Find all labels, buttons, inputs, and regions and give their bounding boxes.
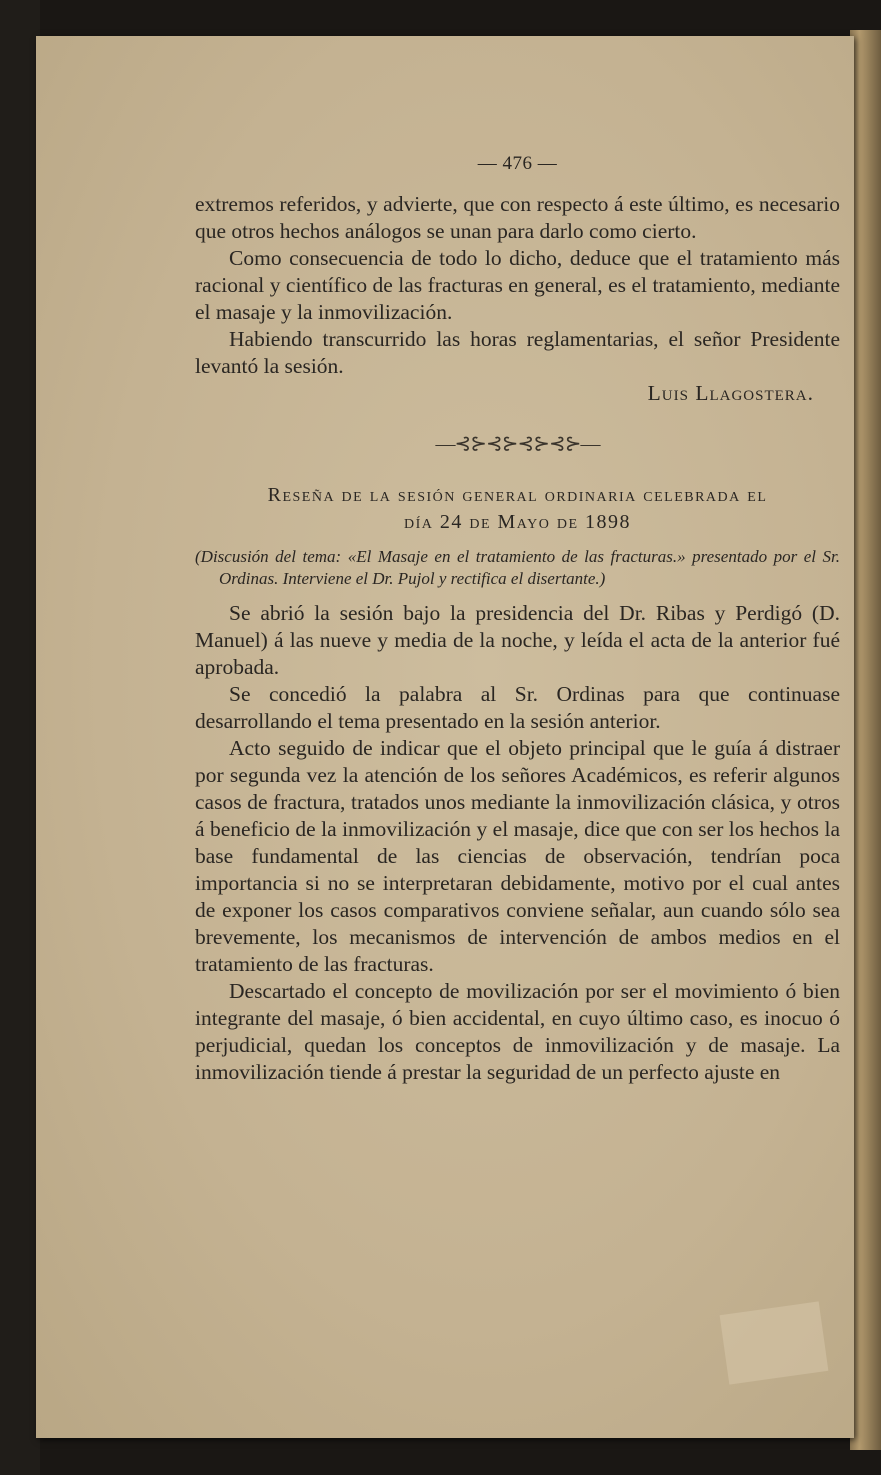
discussion-note: (Discusión del tema: «El Masaje en el tratamiento de las fracturas.» presentado por el Sr. Ordinas. Interviene el Dr. Pujol y rectifica el disertante.) xyxy=(195,547,840,588)
session-body xyxy=(195,600,840,1086)
paragraph-argument: Acto seguido de indicar que el objeto principal que le guía á distraer por segunda vez la atención de los señores Académicos, es referir algunos casos de fractura, tratados unos mediante la inmovilización clásica, y otros á beneficio de la inmovilización y el masaje, dice que con ser los hechos la base fundamental de las ciencias de observación, tendrían poca importancia si no se interpretaran debidamente, motivo por el cual antes de exponer los casos comparativos conviene señalar, aun cuando sólo sea brevemente, los mecanismos de intervención de ambos medios en el tratamiento de las fracturas. xyxy=(195,736,840,976)
page-text xyxy=(195,150,840,1086)
paper-stain xyxy=(720,1301,829,1384)
paragraph-floor-granted: Se concedió la palabra al Sr. Ordinas para que continuase desarrollando el tema presentado en la sesión anterior. xyxy=(195,682,840,733)
paragraph-opening: Se abrió la sesión bajo la presidencia del Dr. Ribas y Perdigó (D. Manuel) á las nueve y media de la noche, y leída el acta de la anterior fué aprobada. xyxy=(195,601,840,679)
page-number: — 476 — xyxy=(477,153,558,174)
paragraph-conclusion: Como consecuencia de todo lo dicho, deduce que el tratamiento más racional y científico de las fracturas en general, es el tratamiento, mediante el masaje y la inmovilización. xyxy=(195,246,840,324)
paragraph-continuation: extremos referidos, y advierte, que con respecto á este último, es necesario que otros hechos análogos se unan para darlo como cierto. xyxy=(195,192,840,243)
ornament-divider: —⊰⊱⊰⊱⊰⊱⊰⊱— xyxy=(435,433,600,455)
section-heading-line1: Reseña de la sesión general ordinaria celebrada el xyxy=(267,484,768,506)
scan-background xyxy=(0,0,40,1475)
paragraph-closing: Habiendo transcurrido las horas reglamentarias, el señor Presidente levantó la sesión. xyxy=(195,327,840,378)
signature: Luis Llagostera. xyxy=(647,381,814,405)
paragraph-concepts: Descartado el concepto de movilización por ser el movimiento ó bien integrante del masaje, ó bien accidental, en cuyo último caso, es inocuo ó perjudicial, quedan los conceptos de inmovilización y de masaje. La inmovilización tiende á prestar la seguridad de un perfecto ajuste en xyxy=(195,979,840,1084)
next-page-edge xyxy=(850,30,881,1450)
section-heading-line2: día 24 de Mayo de 1898 xyxy=(403,511,632,533)
